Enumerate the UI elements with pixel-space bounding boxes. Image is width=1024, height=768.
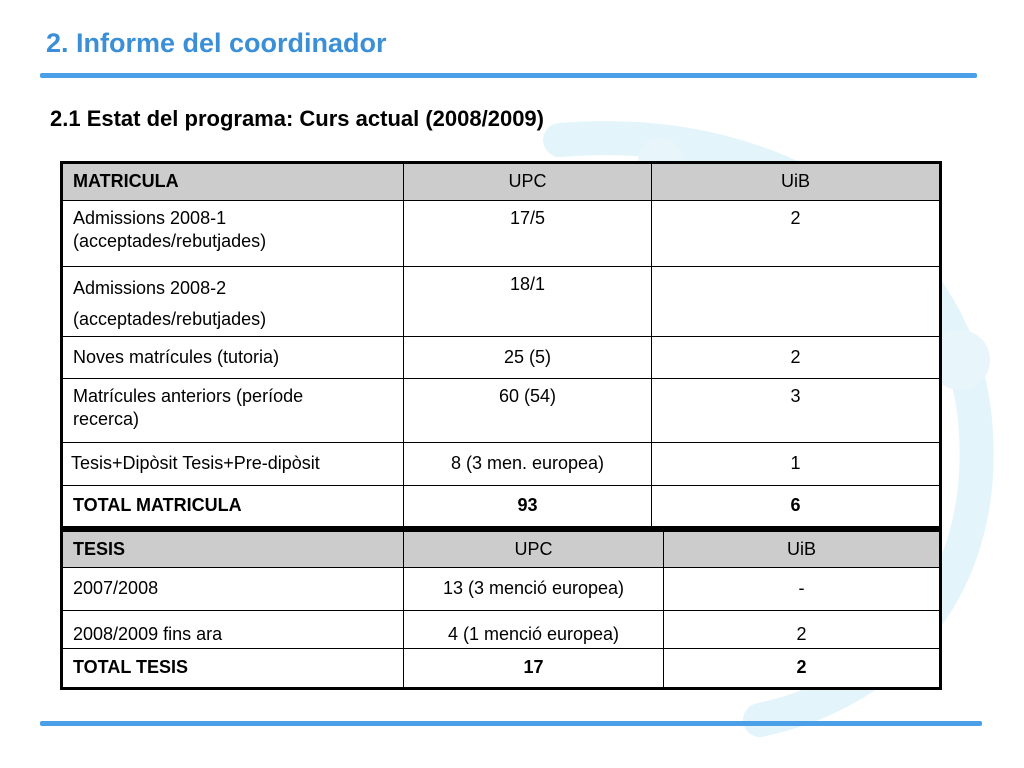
upc-value: 18/1 — [404, 267, 652, 337]
section-subtitle: 2.1 Estat del programa: Curs actual (2008/2009) — [50, 106, 544, 131]
tesis-header-label: TESIS — [62, 531, 404, 568]
total-upc-value: 17 — [404, 649, 664, 689]
row-label: Admissions 2008-2 (acceptades/rebutjades) — [62, 267, 404, 337]
row-label: Noves matrícules (tutoria) — [62, 337, 404, 379]
table-row — [62, 201, 941, 267]
total-upc-value: 93 — [404, 486, 652, 528]
total-label: TOTAL MATRICULA — [62, 486, 404, 528]
table-row — [62, 379, 941, 443]
row-label: Tesis+Dipòsit Tesis+Pre-dipòsit — [62, 443, 404, 486]
total-row — [62, 486, 941, 528]
table-row — [62, 568, 941, 611]
footer-divider — [40, 721, 982, 726]
total-row — [62, 649, 941, 689]
row-label: Matrícules anteriors (període recerca) — [62, 379, 404, 443]
total-uib-value: 6 — [652, 486, 941, 528]
uib-value: 2 — [652, 337, 941, 379]
tesis-header-upc: UPC — [404, 531, 664, 568]
total-label: TOTAL TESIS — [62, 649, 404, 689]
row-label: 2008/2009 fins ara — [62, 611, 404, 649]
uib-value: 3 — [652, 379, 941, 443]
table-row — [62, 267, 941, 337]
upc-value: 13 (3 menció europea) — [404, 568, 664, 611]
row-label: 2007/2008 — [62, 568, 404, 611]
table-row — [62, 443, 941, 486]
uib-value: 2 — [652, 201, 941, 267]
table-row — [62, 337, 941, 379]
matricula-header-row — [62, 163, 941, 201]
uib-value: 1 — [652, 443, 941, 486]
table-row — [62, 611, 941, 649]
upc-value: 4 (1 menció europea) — [404, 611, 664, 649]
upc-value: 60 (54) — [404, 379, 652, 443]
tesis-table — [60, 529, 942, 690]
upc-value: 17/5 — [404, 201, 652, 267]
slide-title: 2. Informe del coordinador — [46, 28, 387, 58]
upc-value: 8 (3 men. europea) — [404, 443, 652, 486]
matricula-header-uib: UiB — [652, 163, 941, 201]
uib-value — [652, 267, 941, 337]
total-uib-value: 2 — [664, 649, 941, 689]
uib-value: - — [664, 568, 941, 611]
matricula-header-upc: UPC — [404, 163, 652, 201]
tesis-header-uib: UiB — [664, 531, 941, 568]
upc-value: 25 (5) — [404, 337, 652, 379]
matricula-header-label: MATRICULA — [62, 163, 404, 201]
row-label: Admissions 2008-1 (acceptades/rebutjades) — [62, 201, 404, 267]
title-divider — [40, 73, 977, 78]
uib-value: 2 — [664, 611, 941, 649]
matricula-table — [60, 161, 942, 529]
tesis-header-row — [62, 531, 941, 568]
